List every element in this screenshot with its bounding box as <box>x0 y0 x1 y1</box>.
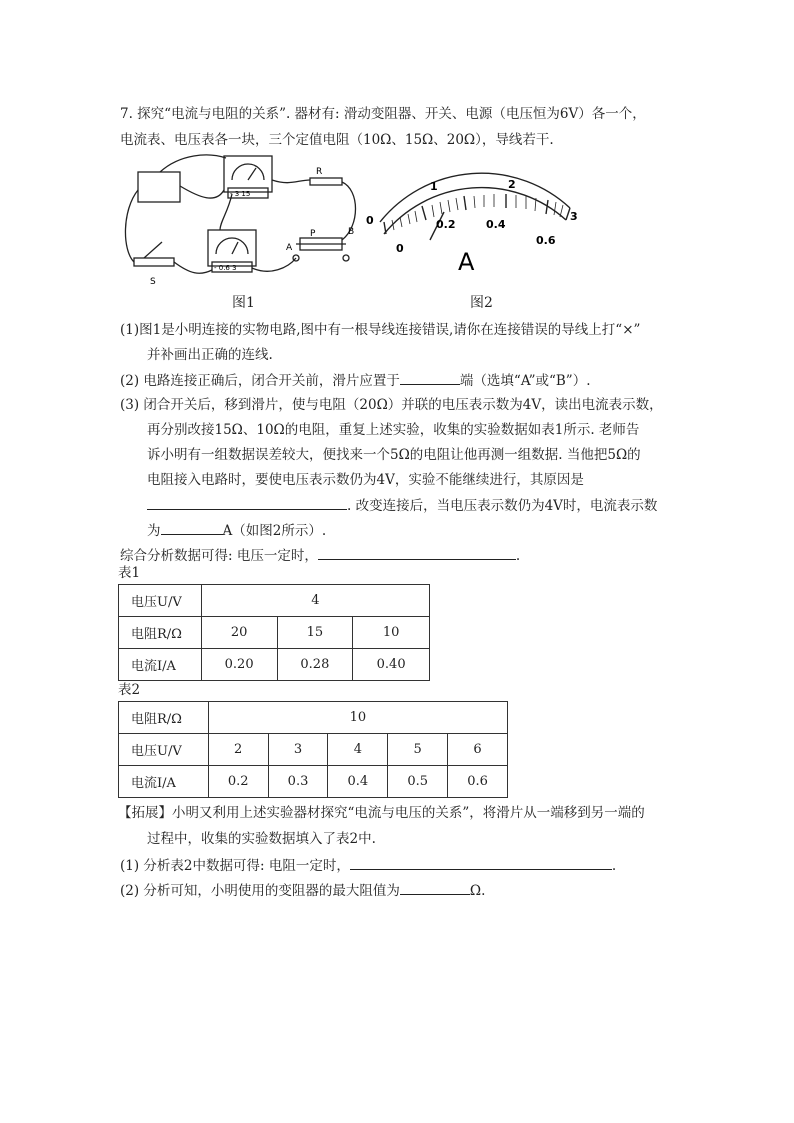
figure-1-circuit <box>120 150 370 290</box>
extension-line-1: 【拓展】小明又利用上述实验器材探究“电流与电压的关系”，将滑片从一端移到另一端的 <box>118 805 645 821</box>
lower-tick-0-4: 0.4 <box>486 218 506 231</box>
upper-tick-0: 0 <box>366 214 374 227</box>
ammeter <box>208 230 256 266</box>
table-row <box>119 702 508 734</box>
table-1-title: 表1 <box>118 565 141 581</box>
table-1-row-3-label: 电流I/A <box>119 649 202 681</box>
extension-q1-post: . <box>611 858 617 874</box>
summary-pre: 综合分析数据可得: 电压一定时， <box>120 548 318 564</box>
part-3-current-blank[interactable] <box>161 520 223 535</box>
figure-2-ammeter-dial <box>360 172 590 282</box>
table-2-i-4: 0.5 <box>388 766 448 798</box>
table-1-r-2: 15 <box>277 617 353 649</box>
part-3-line-1: (3) 闭合开关后，移到滑片，使与电阻（20Ω）并联的电压表示数为4V，读出电流表示数， <box>120 397 663 413</box>
part-3-line-3: 诉小明有一组数据误差较大，便找来一个5Ω的电阻让他再测一组数据. 当他把5Ω的 <box>147 447 641 463</box>
summary-line <box>120 545 520 566</box>
part-2 <box>120 370 591 391</box>
extension-q2 <box>120 880 485 901</box>
table-2-u-3: 4 <box>328 734 388 766</box>
figure-1-caption: 图1 <box>232 295 255 311</box>
upper-tick-1: 1 <box>430 180 438 193</box>
part-3-line-6-post: A（如图2所示）. <box>222 523 327 539</box>
power-supply <box>138 172 180 202</box>
switch <box>134 258 174 266</box>
extension-q1-pre: (1) 分析表2中数据可得: 电阻一定时， <box>120 858 350 874</box>
part-2-pre: (2) 电路连接正确后，闭合开关前，滑片应置于 <box>120 373 400 389</box>
ammeter-unit: A <box>458 248 475 276</box>
voltmeter <box>224 156 272 192</box>
table-2-i-2: 0.3 <box>268 766 328 798</box>
part-1-line-2: 并补画出正确的连线. <box>147 347 273 363</box>
table-row <box>119 617 430 649</box>
table-1-i-3: 0.40 <box>353 649 430 681</box>
figure-2-caption: 图2 <box>470 295 493 311</box>
summary-post: . <box>515 548 521 564</box>
label-a: A <box>286 243 293 253</box>
table-2-row-3-label: 电流I/A <box>119 766 209 798</box>
part-2-post: 端（选填“A”或“B”）. <box>459 373 591 389</box>
lower-tick-0-2: 0.2 <box>436 218 456 231</box>
part-3-line-4: 电阻接入电路时，要使电压表示数仍为4V，实验不能继续进行，其原因是 <box>147 472 584 488</box>
table-1 <box>118 584 430 681</box>
table-2-resistance: 10 <box>208 702 507 734</box>
table-row <box>119 585 430 617</box>
table-1-r-1: 20 <box>201 617 277 649</box>
upper-tick-2: 2 <box>508 178 516 191</box>
extension-q1 <box>120 855 616 876</box>
question-line-1: 7. 探究“电流与电阻的关系”. 器材有: 滑动变阻器、开关、电源（电压恒为6V）各一个， <box>120 106 646 122</box>
table-2-i-5: 0.6 <box>448 766 508 798</box>
part-1-line-1: (1)图1是小明连接的实物电路,图中有一根导线连接错误,请你在连接错误的导线上打“×” <box>120 322 641 338</box>
table-2-u-1: 2 <box>208 734 268 766</box>
table-2-i-1: 0.2 <box>208 766 268 798</box>
part-3-line-6 <box>147 520 326 541</box>
table-row <box>119 649 430 681</box>
table-2-u-5: 6 <box>448 734 508 766</box>
question-line-2: 电流表、电压表各一块，三个定值电阻（10Ω、15Ω、20Ω），导线若干. <box>120 132 554 148</box>
lower-tick-0-6: 0.6 <box>536 234 556 247</box>
upper-tick-3: 3 <box>570 210 578 223</box>
table-2 <box>118 701 508 798</box>
lower-tick-0: 0 <box>396 242 404 255</box>
label-s: S <box>150 277 156 287</box>
table-2-title: 表2 <box>118 682 141 698</box>
table-row <box>119 734 508 766</box>
extension-q2-post: Ω. <box>469 883 486 899</box>
part-3-line-2: 再分别改接15Ω、10Ω的电阻，重复上述实验，收集的实验数据如表1所示. 老师告 <box>147 422 640 438</box>
table-1-i-2: 0.28 <box>277 649 353 681</box>
table-1-i-1: 0.20 <box>201 649 277 681</box>
label-p: P <box>310 229 316 239</box>
table-row <box>119 766 508 798</box>
table-2-u-4: 5 <box>388 734 448 766</box>
part-3-line-5 <box>147 495 657 516</box>
label-b: B <box>348 227 355 237</box>
summary-blank[interactable] <box>318 545 516 560</box>
extension-line-2: 过程中，收集的实验数据填入了表2中. <box>147 831 376 847</box>
part-3-line-6-pre: 为 <box>147 523 161 539</box>
table-2-i-3: 0.4 <box>328 766 388 798</box>
voltmeter-scale: - 3 15 <box>230 190 251 198</box>
part-3-line-5-post: . 改变连接后，当电压表示数仍为4V时，电流表示数 <box>347 498 658 514</box>
resistor-r <box>310 178 342 185</box>
extension-q2-pre: (2) 分析可知，小明使用的变阻器的最大阻值为 <box>120 883 400 899</box>
label-r: R <box>316 167 323 177</box>
table-1-row-1-label: 电压U/V <box>119 585 202 617</box>
table-1-row-2-label: 电阻R/Ω <box>119 617 202 649</box>
part-3-reason-blank[interactable] <box>147 495 347 510</box>
table-1-voltage: 4 <box>201 585 429 617</box>
table-2-u-2: 3 <box>268 734 328 766</box>
ammeter-scale: - 0.6 3 <box>214 264 237 272</box>
table-2-row-2-label: 电压U/V <box>119 734 209 766</box>
extension-q2-blank[interactable] <box>400 880 470 895</box>
table-2-row-1-label: 电阻R/Ω <box>119 702 209 734</box>
part-2-answer-blank[interactable] <box>400 370 460 385</box>
table-1-r-3: 10 <box>353 617 430 649</box>
extension-q1-blank[interactable] <box>350 855 612 870</box>
